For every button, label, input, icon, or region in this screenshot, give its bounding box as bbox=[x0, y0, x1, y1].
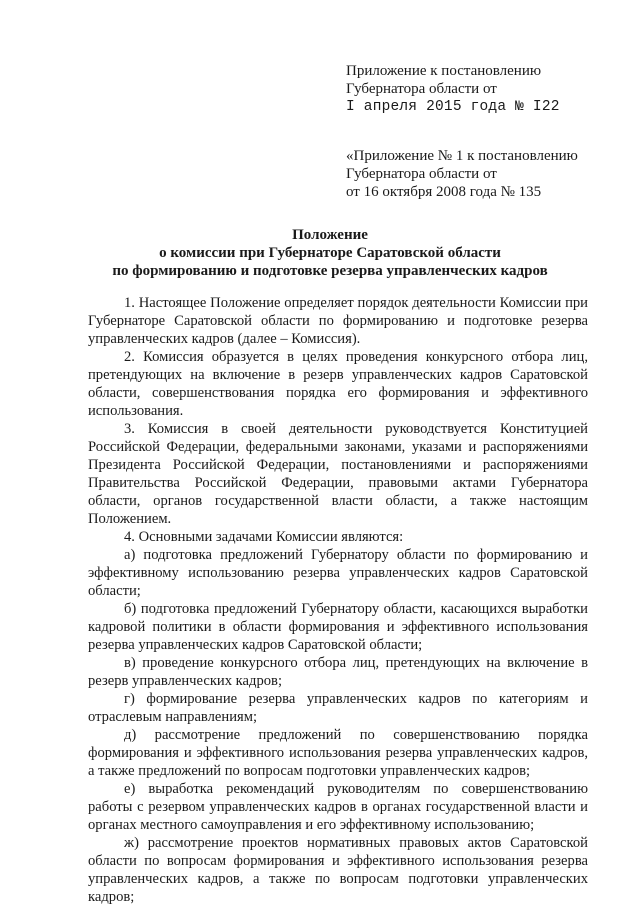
appendix-header-line1: Приложение к постановлению bbox=[346, 63, 542, 79]
original-appendix-header bbox=[346, 147, 616, 201]
title-line1: Положение bbox=[292, 227, 368, 243]
title-line3: по формированию и подготовке резерва управленческих кадров bbox=[112, 263, 548, 279]
appendix-header-date-line: I апреля 2015 года № I22 bbox=[346, 99, 560, 115]
paragraph-4d: д) рассмотрение предложений по совершенствованию порядка формирования и эффективного использования резерва управленческих кадров, а также предложений по вопросам подготовки управленческих кадров; bbox=[88, 727, 588, 779]
document-body bbox=[88, 294, 588, 906]
title-line2: о комиссии при Губернаторе Саратовской области bbox=[159, 245, 501, 261]
paragraph-3: 3. Комиссия в своей деятельности руководствуется Конституцией Российской Федерации, федеральными законами, указами и распоряжениями Президента Российской Федерации, постановлениями и распоряжениями Правительства Российской Федерации, правовыми актами Губернатора области, органов государственной власти области, а также настоящим Положением. bbox=[88, 421, 588, 527]
paragraph-4: 4. Основными задачами Комиссии являются: bbox=[124, 529, 404, 545]
original-header-line1: «Приложение № 1 к постановлению bbox=[346, 148, 578, 164]
paragraph-2: 2. Комиссия образуется в целях проведения конкурсного отбора лиц, претендующих на включение в резерв управленческих кадров Саратовской области, совершенствования порядка его формирования и эффективного использования. bbox=[88, 349, 588, 419]
appendix-header-line2: Губернатора области от bbox=[346, 81, 497, 97]
paragraph-4zh: ж) рассмотрение проектов нормативных правовых актов Саратовской области по вопросам формирования и эффективного использования резерва управленческих кадров, а также по вопросам подготовки управленческих кадров; bbox=[88, 835, 588, 905]
appendix-header bbox=[346, 62, 616, 116]
original-header-line3: от 16 октября 2008 года № 135 bbox=[346, 184, 542, 200]
paragraph-4v: в) проведение конкурсного отбора лиц, претендующих на включение в резерв управленческих кадров; bbox=[88, 655, 588, 689]
paragraph-1: 1. Настоящее Положение определяет порядок деятельности Комиссии при Губернаторе Саратовской области по формированию и подготовке резерва управленческих кадров (далее – Комиссия). bbox=[88, 295, 588, 347]
paragraph-4a: а) подготовка предложений Губернатору области по формированию и эффективному использованию резерва управленческих кадров Саратовской области; bbox=[88, 547, 588, 599]
document-title bbox=[80, 226, 580, 280]
original-header-line2: Губернатора области от bbox=[346, 166, 497, 182]
paragraph-4g: г) формирование резерва управленческих кадров по категориям и отраслевым направлениям; bbox=[88, 691, 588, 725]
paragraph-4b: б) подготовка предложений Губернатору области, касающихся выработки кадровой политики в области формирования и эффективного использования резерва управленческих кадров Саратовской области; bbox=[88, 601, 588, 653]
paragraph-4e: е) выработка рекомендаций руководителям по совершенствованию работы с резервом управленческих кадров в органах государственной власти и органах местного самоуправления и его эффективному использованию; bbox=[88, 781, 588, 833]
